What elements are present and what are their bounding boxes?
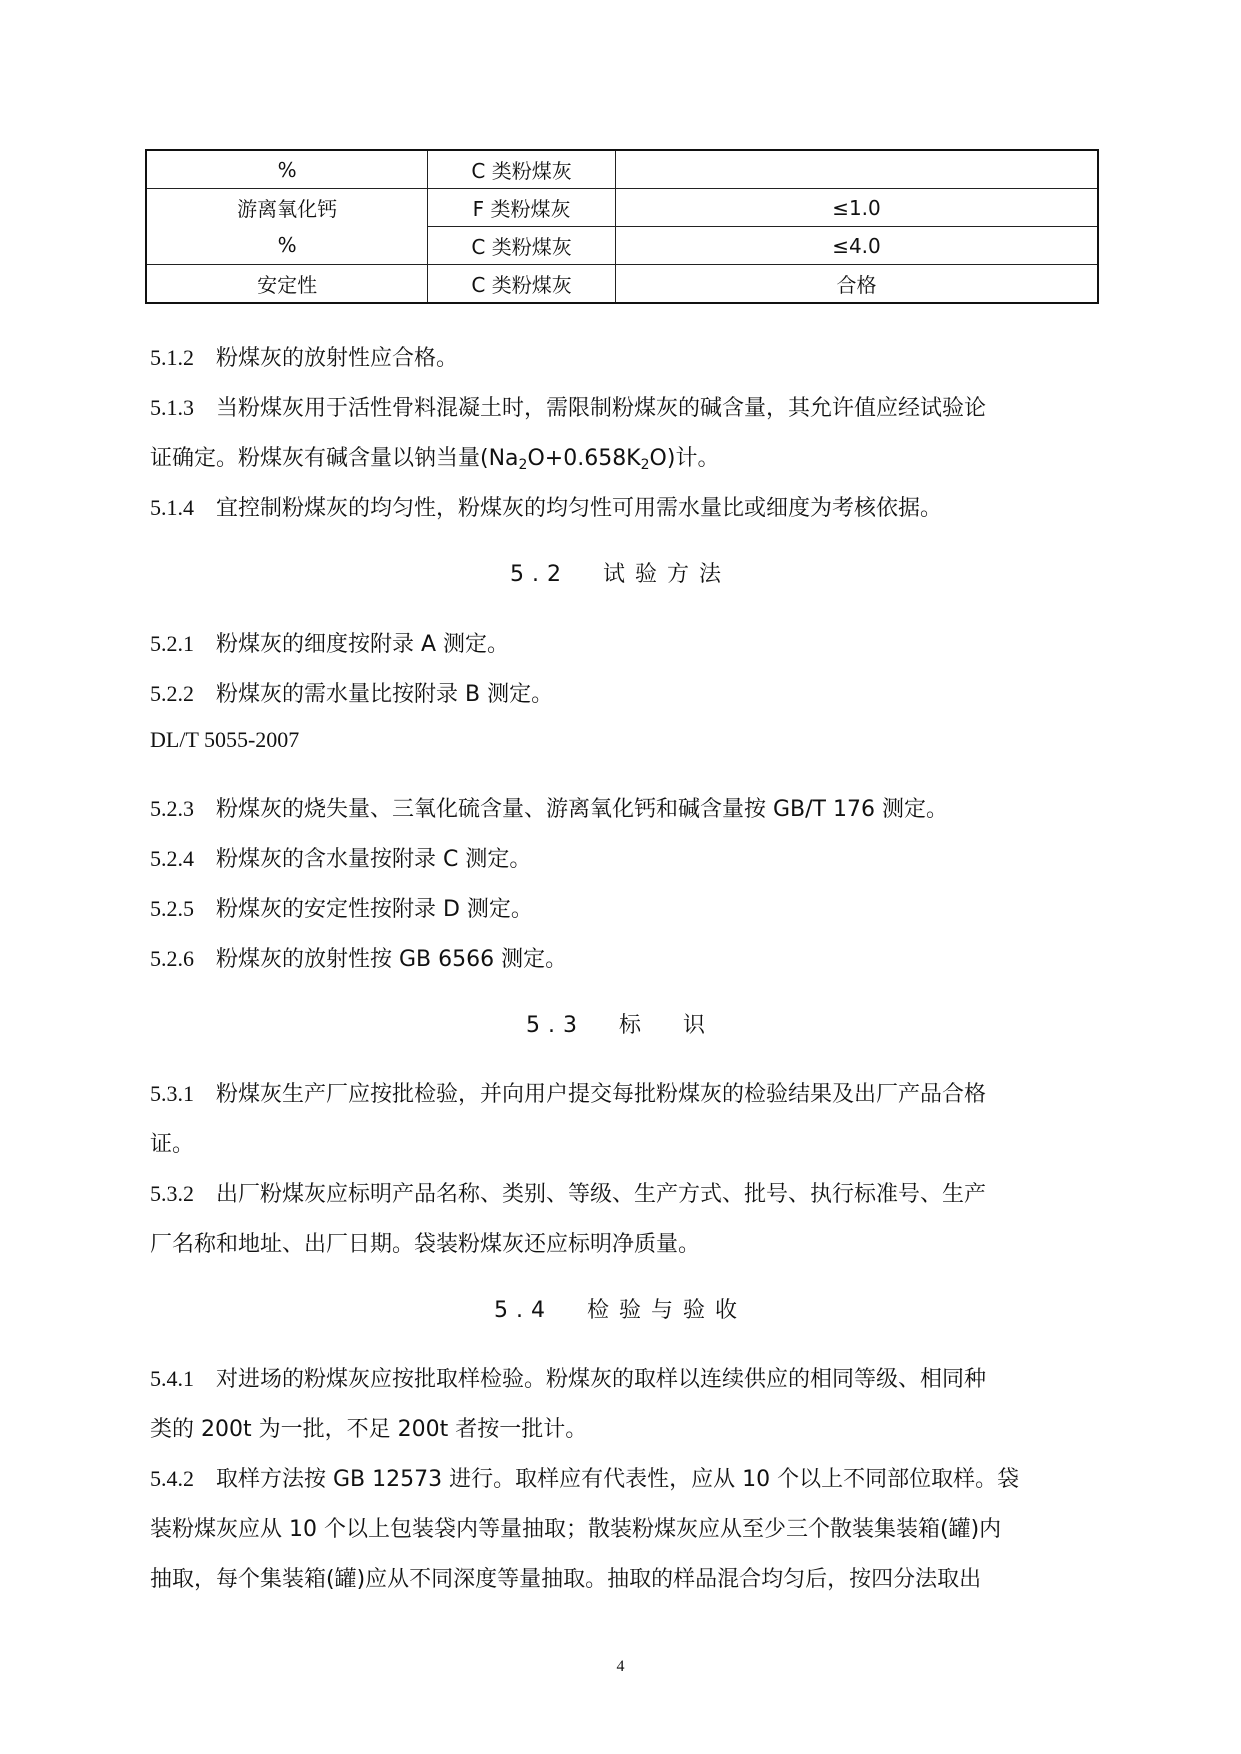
section-number: 5.2 <box>509 562 569 587</box>
clause-text: 粉煤灰生产厂应按批检验，并向用户提交每批粉煤灰的检验结果及出厂产品合格 <box>216 1082 987 1107</box>
clause-5-4-1-cont <box>150 1412 1100 1443</box>
clause-text: 粉煤灰的细度按附录 A 测定。 <box>216 632 510 657</box>
clause-text: 类的 200t 为一批，不足 200t 者按一批计。 <box>150 1417 588 1442</box>
clause-5-4-2-cont <box>150 1512 1100 1543</box>
clause-text: 取样方法按 GB 12573 进行。取样应有代表性，应从 10 个以上不同部位取样。袋 <box>216 1467 1020 1492</box>
section-title: 试验方法 <box>602 562 731 587</box>
clause-text: O+0.658K <box>527 446 641 471</box>
clause-5-2-1 <box>150 627 1100 658</box>
clause-text: 装粉煤灰应从 10 个以上包装袋内等量抽取；散装粉煤灰应从至少三个散装集装箱(罐)内 <box>150 1517 1002 1542</box>
clause-number: 5.3.1 <box>150 1081 194 1106</box>
standard-code: DL/T 5055-2007 <box>150 727 300 752</box>
table-cell: ≤1.0 <box>616 189 1099 227</box>
subscript: 2 <box>640 457 650 473</box>
table-cell: % <box>146 150 428 189</box>
clause-number: 5.2.1 <box>150 631 194 656</box>
clause-5-3-1-cont <box>150 1127 1100 1158</box>
section-title: 标 识 <box>618 1013 715 1038</box>
clause-number: 5.4.1 <box>150 1366 194 1391</box>
section-title: 检验与验收 <box>586 1298 747 1323</box>
clause-5-4-2-cont <box>150 1562 1100 1593</box>
clause-5-2-5 <box>150 892 1100 923</box>
clause-5-4-1 <box>150 1362 1100 1393</box>
clause-text: 粉煤灰的放射性按 GB 6566 测定。 <box>216 947 568 972</box>
clause-number: 5.1.2 <box>150 345 194 370</box>
clause-text: 出厂粉煤灰应标明产品名称、类别、等级、生产方式、批号、执行标准号、生产 <box>216 1182 987 1207</box>
table-cell: 合格 <box>616 265 1099 304</box>
section-heading-5-4 <box>0 1293 1241 1324</box>
table-row <box>146 150 1098 189</box>
clause-5-3-2 <box>150 1177 1100 1208</box>
table-row <box>146 265 1098 304</box>
clause-text: 当粉煤灰用于活性骨料混凝土时，需限制粉煤灰的碱含量，其允许值应经试验论 <box>216 396 987 421</box>
table-cell: C 类粉煤灰 <box>428 150 616 189</box>
clause-5-3-2-cont <box>150 1227 1100 1258</box>
clause-number: 5.4.2 <box>150 1466 194 1491</box>
subscript: 2 <box>518 457 528 473</box>
clause-text: 粉煤灰的含水量按附录 C 测定。 <box>216 847 532 872</box>
clause-text: 对进场的粉煤灰应按批取样检验。粉煤灰的取样以连续供应的相同等级、相同种 <box>216 1367 987 1392</box>
table-cell <box>616 150 1099 189</box>
clause-number: 5.2.3 <box>150 796 194 821</box>
page-number: 4 <box>616 1658 625 1675</box>
clause-5-2-4 <box>150 842 1100 873</box>
clause-text: 厂名称和地址、出厂日期。袋装粉煤灰还应标明净质量。 <box>150 1232 701 1257</box>
clause-text: 宜控制粉煤灰的均匀性，粉煤灰的均匀性可用需水量比或细度为考核依据。 <box>216 496 943 521</box>
clause-5-4-2 <box>150 1462 1100 1493</box>
table-cell: F 类粉煤灰 <box>428 189 616 227</box>
table-cell: % <box>146 227 428 265</box>
clause-text: 证。 <box>150 1132 195 1157</box>
clause-number: 5.2.6 <box>150 946 194 971</box>
clause-text: 粉煤灰的放射性应合格。 <box>216 346 459 371</box>
table-cell: 游离氧化钙 <box>146 189 428 227</box>
table-cell: 安定性 <box>146 265 428 304</box>
section-number: 5.3 <box>525 1013 585 1038</box>
clause-5-1-3-cont <box>150 441 1100 472</box>
clause-number: 5.2.2 <box>150 681 194 706</box>
table-cell: ≤4.0 <box>616 227 1099 265</box>
clause-number: 5.1.3 <box>150 395 194 420</box>
clause-number: 5.1.4 <box>150 495 194 520</box>
clause-text: O)计。 <box>649 446 720 471</box>
table-cell: C 类粉煤灰 <box>428 265 616 304</box>
clause-5-2-6 <box>150 942 1100 973</box>
clause-5-2-3 <box>150 792 1100 823</box>
clause-text: 粉煤灰的烧失量、三氧化硫含量、游离氧化钙和碱含量按 GB/T 176 测定。 <box>216 797 948 822</box>
clause-text: 证确定。粉煤灰有碱含量以钠当量(Na <box>150 446 519 471</box>
clause-5-2-2 <box>150 677 1100 708</box>
clause-text: 抽取，每个集装箱(罐)应从不同深度等量抽取。抽取的样品混合均匀后，按四分法取出 <box>150 1567 982 1592</box>
clause-5-1-4 <box>150 491 1100 522</box>
clause-number: 5.2.5 <box>150 896 194 921</box>
spec-table <box>145 149 1099 304</box>
clause-number: 5.2.4 <box>150 846 194 871</box>
table-row <box>146 189 1098 227</box>
clause-5-1-3 <box>150 391 1100 422</box>
clause-5-1-2 <box>150 341 1100 372</box>
section-heading-5-3 <box>0 1008 1241 1039</box>
section-number: 5.4 <box>493 1298 553 1323</box>
table-cell: C 类粉煤灰 <box>428 227 616 265</box>
section-heading-5-2 <box>0 557 1241 588</box>
clause-text: 粉煤灰的需水量比按附录 B 测定。 <box>216 682 554 707</box>
clause-number: 5.3.2 <box>150 1181 194 1206</box>
clause-text: 粉煤灰的安定性按附录 D 测定。 <box>216 897 533 922</box>
clause-5-3-1 <box>150 1077 1100 1108</box>
table-row <box>146 227 1098 265</box>
